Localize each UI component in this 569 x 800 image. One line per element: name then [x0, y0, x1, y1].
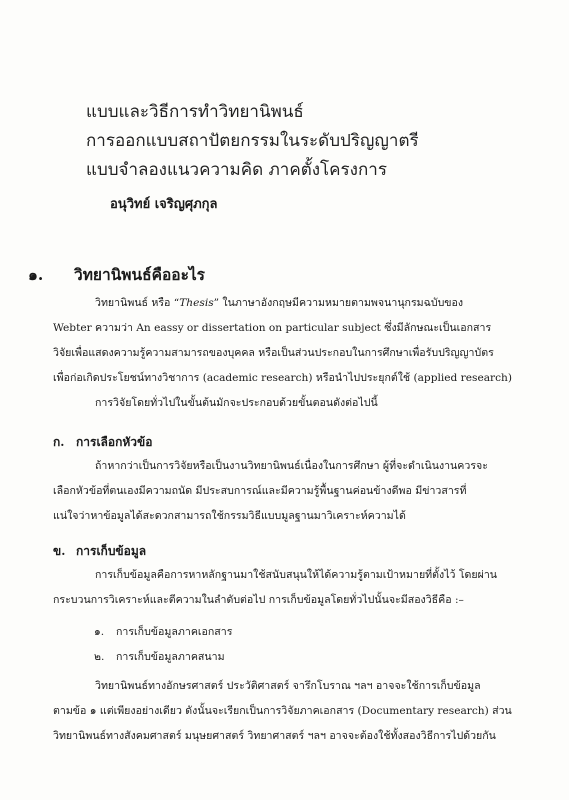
- title-line-1: แบบและวิธีการทำวิทยานิพนธ์: [86, 102, 304, 122]
- paragraph-line: การวิจัยโดยทั่วไปในขั้นต้นมักจะประกอบด้วยขั้นตอนดังต่อไปนี้: [95, 397, 378, 409]
- section-b-title: การเก็บข้อมูล: [76, 544, 147, 558]
- author-name: อนุวิทย์ เจริญศุภกุล: [110, 197, 218, 212]
- text-span: วิทยานิพนธ์ หรือ “: [95, 297, 180, 309]
- title-line-2: การออกแบบสถาปัตยกรรมในระดับปริญญาตรี: [86, 131, 419, 151]
- section-1-paragraph-1: [53, 291, 515, 391]
- list-item-number: ๒.: [94, 651, 105, 663]
- section-a-number: ก.: [53, 435, 65, 449]
- list-item: [94, 648, 225, 665]
- section-1-paragraph-2: [53, 391, 515, 416]
- list-item-text: การเก็บข้อมูลภาคสนาม: [116, 651, 225, 663]
- paragraph-line: วิจัยเพื่อแสดงความรู้ความสามารถของบุคคล หรือเป็นส่วนประกอบในการศึกษาเพื่อรับปริญญาบัตร: [53, 347, 494, 359]
- paragraph-line: Webter ความว่า An eassy or dissertation on particular subject ซึ่งมีลักษณะเป็นเอกสาร: [53, 322, 492, 334]
- list-item-number: ๑.: [94, 626, 105, 638]
- paragraph-line: เพื่อก่อเกิดประโยชน์ทางวิชาการ (academic research) หรือนำไปประยุกต์ใช้ (applied research): [53, 372, 512, 384]
- list-item-text: การเก็บข้อมูลภาคเอกสาร: [116, 626, 233, 638]
- document-title: [86, 98, 419, 185]
- paragraph-line: ถ้าหากว่าเป็นการวิจัยหรือเป็นงานวิทยานิพนธ์เนื่องในการศึกษา ผู้ที่จะดำเนินงานควรจะ: [95, 460, 488, 472]
- paragraph-line: ตามข้อ ๑ แต่เพียงอย่างเดียว ดังนั้นจะเรียกเป็นการวิจัยภาคเอกสาร (Documentary research) ส่วน: [53, 705, 512, 717]
- title-line-3: แบบจำลองแนวความคิด ภาคตั้งโครงการ: [86, 160, 387, 180]
- list-item: [94, 623, 232, 640]
- section-1-title: วิทยานิพนธ์คืออะไร: [74, 265, 206, 284]
- thesis-term: Thesis: [179, 297, 214, 309]
- text-span: ” ในภาษาอังกฤษมีความหมายตามพจนานุกรมฉบับของ: [213, 297, 464, 309]
- paragraph-line: วิทยานิพนธ์ทางสังคมศาสตร์ มนุษยศาสตร์ วิทยาศาสตร์ ฯลฯ อาจจะต้องใช้ทั้งสองวิธีการไปด้วยกัน: [53, 730, 496, 742]
- section-b-number: ข.: [53, 544, 66, 558]
- section-1-heading: [28, 262, 205, 287]
- paragraph-line: เลือกหัวข้อที่ตนเองมีความถนัด มีประสบการณ์และมีความรู้พื้นฐานค่อนข้างดีพอ มีข่าวสารที่: [53, 485, 467, 497]
- section-b-heading: [53, 542, 146, 561]
- section-b-paragraph-2: [53, 674, 515, 749]
- section-b-paragraph-1: [53, 563, 515, 613]
- paragraph-line: แน่ใจว่าหาข้อมูลได้สะดวกสามารถใช้กรรมวิธีแบบมูลฐานมาวิเคราะห์ความได้: [53, 510, 406, 522]
- section-a-title: การเลือกหัวข้อ: [76, 435, 153, 449]
- section-a-paragraph: [53, 454, 515, 529]
- section-1-number: ๑.: [28, 265, 44, 284]
- paragraph-line: การเก็บข้อมูลคือการหาหลักฐานมาใช้สนับสนุนให้ได้ความรู้ตามเป้าหมายที่ตั้งไว้ โดยผ่าน: [95, 569, 498, 581]
- paragraph-line: [53, 291, 515, 316]
- paragraph-line: กระบวนการวิเคราะห์และตีความในลำดับต่อไป การเก็บข้อมูลโดยทั่วไปนั้นจะมีสองวิธีคือ :–: [53, 594, 464, 606]
- paragraph-line: วิทยานิพนธ์ทางอักษรศาสตร์ ประวัติศาสตร์ จารึกโบราณ ฯลฯ อาจจะใช้การเก็บข้อมูล: [95, 680, 481, 692]
- section-a-heading: [53, 433, 152, 452]
